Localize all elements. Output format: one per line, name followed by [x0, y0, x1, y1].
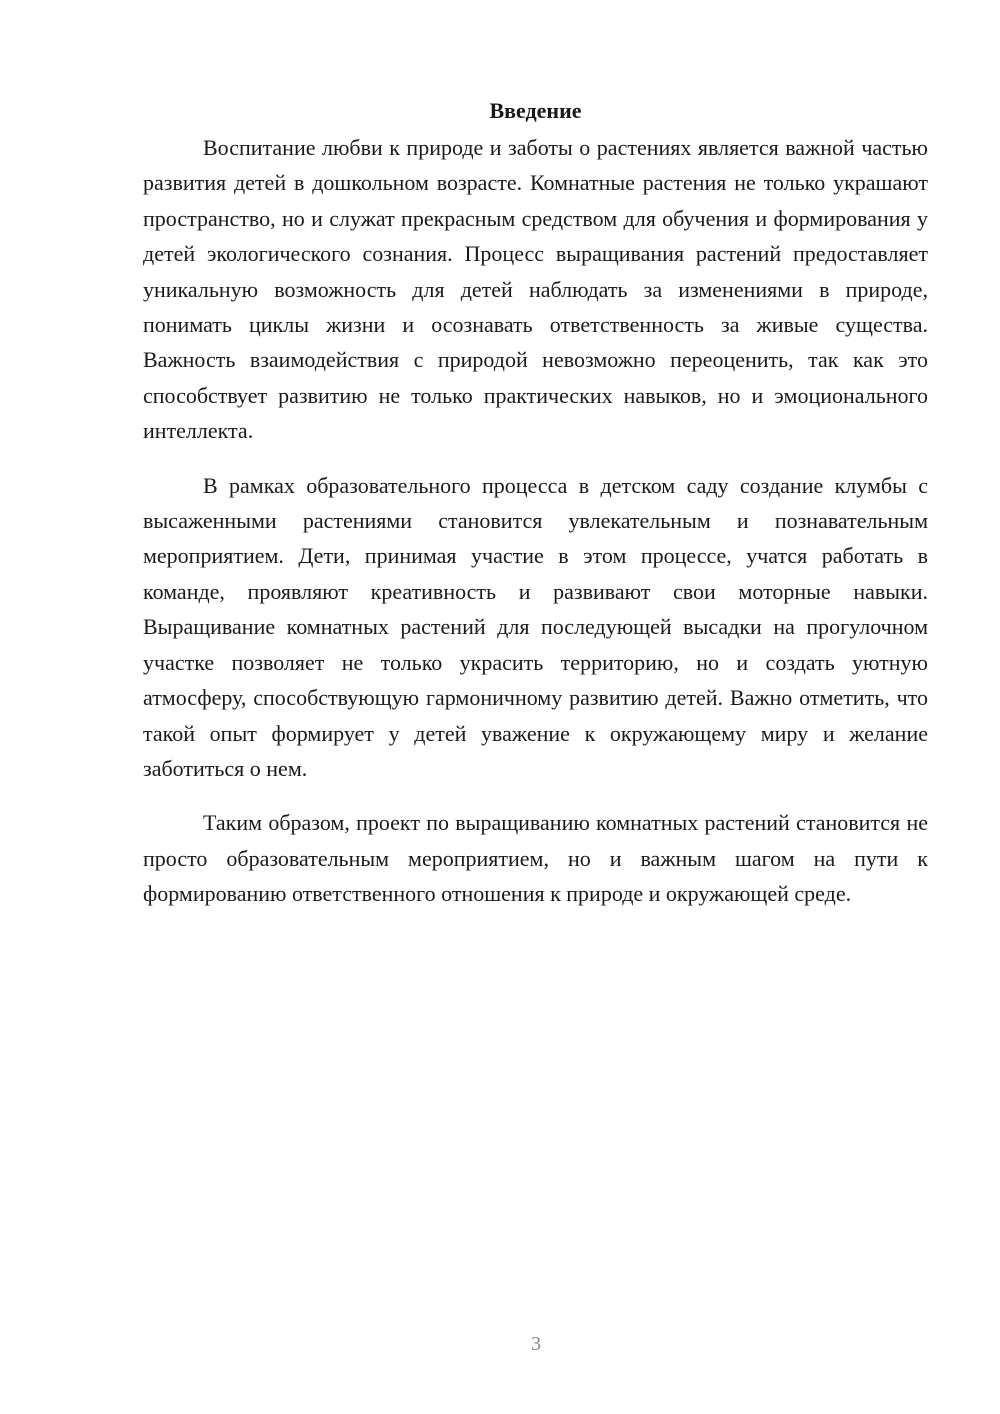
page-number: 3 — [531, 1333, 541, 1355]
paragraph-2: В рамках образовательного процесса в детском саду создание клумбы с высаженными растениями становится увлекательным и познавательным мероприятием. Дети, принимая участие в этом процессе, учатся работать в команде, проявляют креативность и развивают свои моторные навыки. Выращивание комнатных растений для последующей высадки на прогулочном участке позволяет не только украсить территорию, но и создать уютную атмосферу, способствующую гармоничному развитию детей. Важно отметить, что такой опыт формирует у детей уважение к окружающему миру и желание заботиться о нем. — [143, 472, 928, 781]
page-content — [143, 93, 928, 912]
paragraph-3: Таким образом, проект по выращиванию комнатных растений становится не просто образовательным мероприятием, но и важным шагом на пути к формированию ответственного отношения к природе и окружающей среде. — [143, 810, 928, 907]
paragraph-1: Воспитание любви к природе и заботы о растениях является важной частью развития детей в дошкольном возрасте. Комнатные растения не только украшают пространство, но и служат прекрасным средством для обучения и формирования у детей экологического сознания. Процесс выращивания растений предоставляет уникальную возможность для детей наблюдать за изменениями в природе, понимать циклы жизни и осознавать ответственность за живые существа. Важность взаимодействия с природой невозможно переоценить, так как это способствует развитию не только практических навыков, но и эмоционального интеллекта. — [143, 135, 928, 444]
section-title: Введение — [489, 98, 582, 123]
